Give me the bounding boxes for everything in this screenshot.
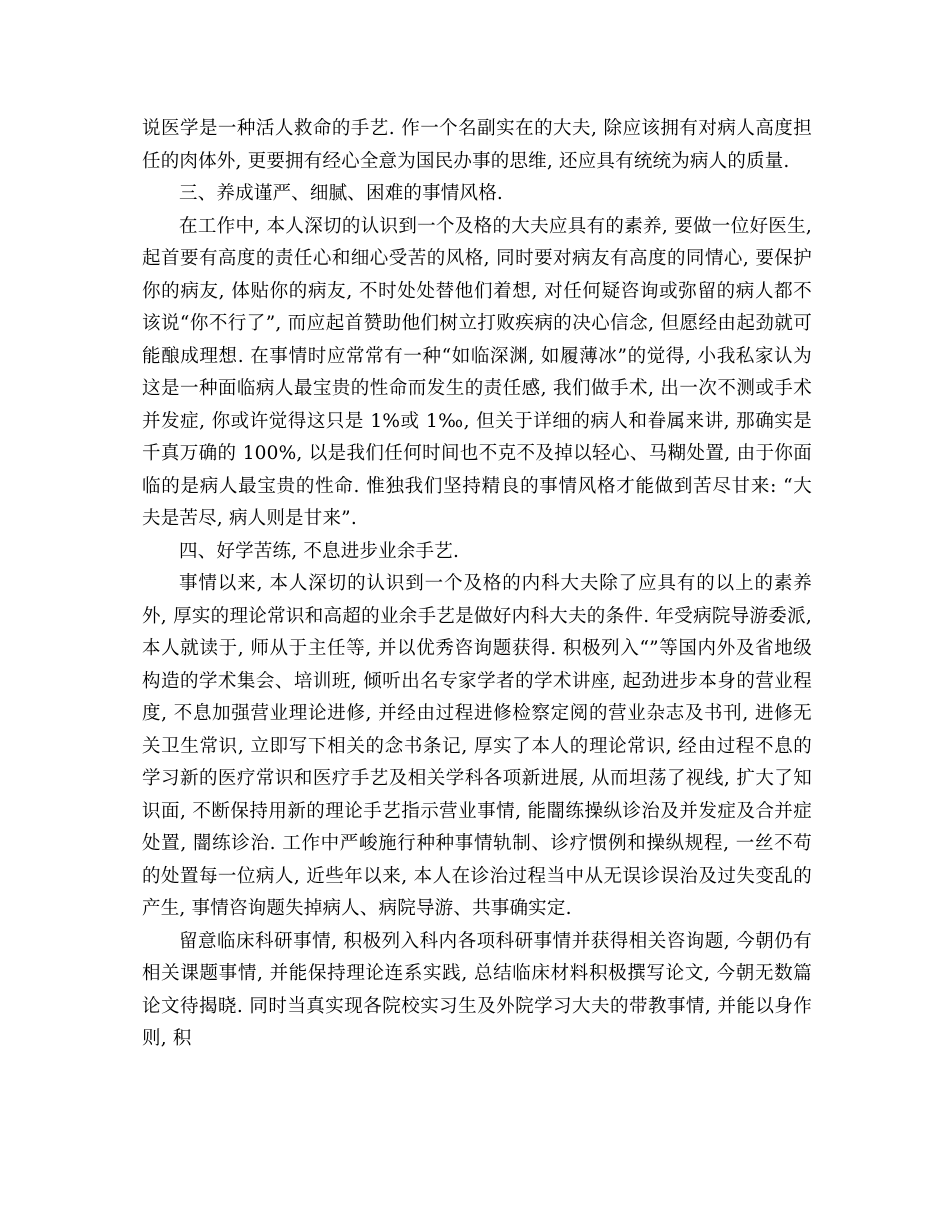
paragraph-continuation: 说医学是一种活人救命的手艺. 作一个名副实在的大夫, 除应该拥有对病人高度担任的肉体外, 更要拥有经心全意为国民办事的思维, 还应具有统统为病人的质量. — [142, 118, 812, 172]
paragraph-work-style: 在工作中, 本人深切的认识到一个及格的大夫应具有的素养, 要做一位好医生, 起首要有高度的责任心和细心受苦的风格, 同时要对病友有高度的同情心, 要保护你的病友, 体贴你的病友, 不时处处替他们着想, 对任何疑咨询或弥留的病人都不该说“你不行了”, 而应起首赞助他们树立打败疾病的决心信念, 但愿经由起劲就可能酿成理想. 在事情时应常常有一种“如临深渊, 如履薄冰”的觉得, 小我私家认为这是一种面临病人最宝贵的性命而发生的责任感, 我们做手术, 出一次不测或手术并发症, 你或许觉得这只是 1%或 1‰, 但关于详细的病人和眷属来讲, 那确实是千真万确的 100%, 以是我们任何时间也不克不及掉以轻心、马糊处置, 由于你面临的是病人最宝贵的性命. 惟独我们坚持精良的事情风格才能做到苦尽甘来: “大夫是苦尽, 病人则是甘来”. — [142, 215, 819, 529]
document-body — [142, 113, 819, 1056]
heading-section-four: 四、好学苦练, 不息进步业余手艺. — [179, 540, 460, 562]
paragraph-clinical-research: 留意临床科研事情, 积极列入科内各项科研事情并获得相关咨询题, 今朝仍有相关课题事情, 并能保持理论连系实践, 总结临床材料积极撰写论文, 今朝无数篇论文待揭晓. 同时当真实现各院校实习生及外院学习大夫的带教事情, 并能以身作则, 积 — [142, 930, 812, 1049]
paragraph-professional-skills: 事情以来, 本人深切的认识到一个及格的内科大夫除了应具有的以上的素养外, 厚实的理论常识和高超的业余手艺是做好内科大夫的条件. 年受病院导游委派, 本人就读于, 师从于主任等, 并以优秀咨询题获得. 积极列入“”等国内外及省地级构造的学术集会、培训班, 倾听出名专家学者的学术讲座, 起劲进步本身的营业程度, 不息加强营业理论进修, 并经由过程进修检察定阅的营业杂志及书刊, 进修无关卫生常识, 立即写下相关的念书条记, 厚实了本人的理论常识, 经由过程不息的学习新的医疗常识和医疗手艺及相关学科各项新进展, 从而坦荡了视线, 扩大了知识面, 不断保持用新的理论手艺指示营业事情, 能闇练操纵诊治及并发症及合并症处置, 闇练诊治. 工作中严峻施行种种事情轨制、诊疗惯例和操纵规程, 一丝不苟的处置每一位病人, 近些年以来, 本人在诊治过程当中从无误诊误治及过失变乱的产生, 事情咨询题失掉病人、病院导游、共事确实定. — [142, 573, 819, 919]
heading-section-three: 三、养成谨严、细腻、困难的事情风格. — [179, 183, 503, 204]
